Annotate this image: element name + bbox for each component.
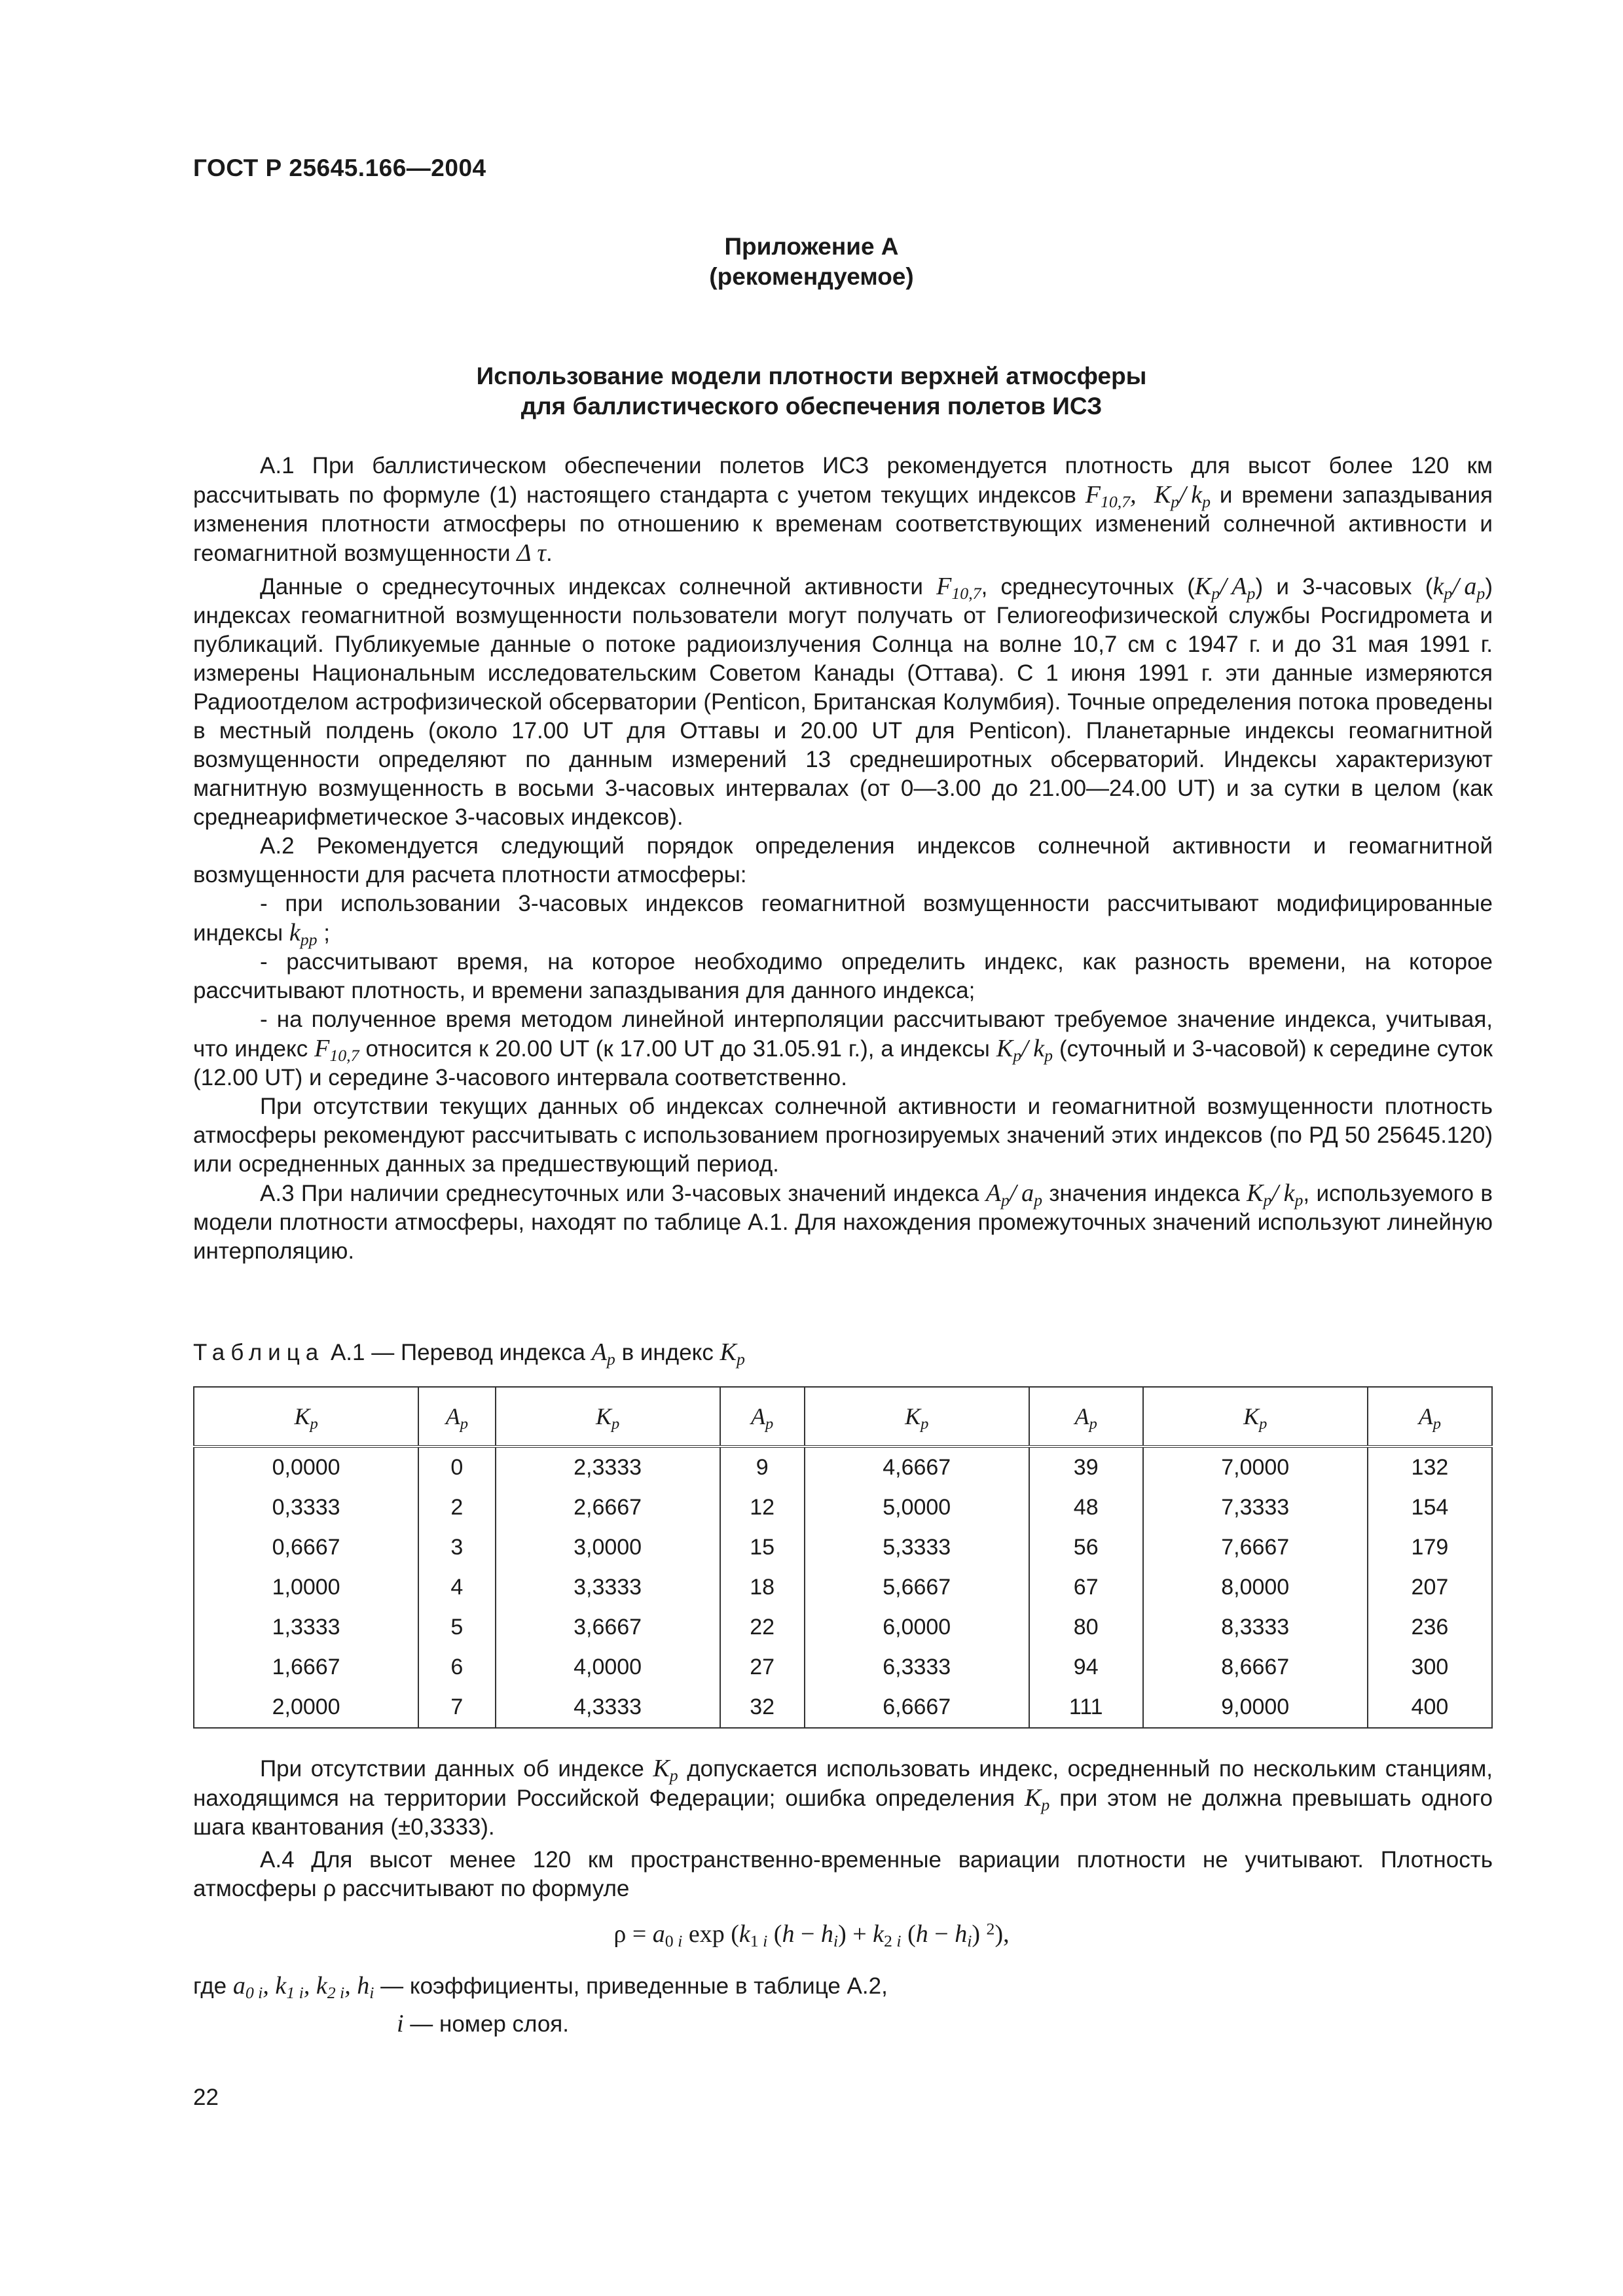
table-cell: 9,0000 (1143, 1687, 1368, 1728)
table-cell: 3,6667 (496, 1607, 720, 1647)
table-cell: 132 (1368, 1446, 1492, 1488)
table-cell: 5,6667 (805, 1568, 1029, 1607)
table-cell: 300 (1368, 1647, 1492, 1687)
table-cell: 2,6667 (496, 1488, 720, 1528)
page-number: 22 (193, 2085, 219, 2110)
list-item-interpolation: - на полученное время методом линейной интерполяции рассчитывают требуемое значение индекса, учитывая, что индекс $F_{10,7}$ относится к 20.00 UT (к 17.00 UT до 31.05.91 г.), а индексы $K_p/$ $k_p$ (суточный и 3-часовой) к середине суток (12.00 UT) и середине 3-часового интервала соответственно. (193, 1007, 1493, 1090)
table-cell: 7,6667 (1143, 1528, 1368, 1568)
table-cell: 7 (418, 1687, 495, 1728)
list-item-time: - рассчитывают время, на которое необходимо определить индекс, как разность времени, на которое рассчитывают плотность, и времени запаздывания для данного индекса; (193, 949, 1493, 1003)
table-cell: 4,0000 (496, 1647, 720, 1687)
table-cell: 0,6667 (194, 1528, 418, 1568)
header-kp: $K_p$ (194, 1387, 418, 1446)
table-cell: 18 (720, 1568, 805, 1607)
table-row (194, 1647, 1492, 1687)
document-code: ГОСТ Р 25645.166—2004 (193, 154, 486, 181)
table-cell: 0,0000 (194, 1446, 418, 1488)
table-cell: 154 (1368, 1488, 1492, 1528)
table-row (194, 1488, 1492, 1528)
table-cell: 39 (1029, 1446, 1143, 1488)
table-cell: 32 (720, 1687, 805, 1728)
appendix-title: Приложение А (724, 233, 899, 260)
table-cell: 8,6667 (1143, 1647, 1368, 1687)
appendix-kind: (рекомендуемое) (709, 263, 914, 290)
section-title-line2: для баллистического обеспечения полетов ИСЗ (520, 393, 1103, 420)
table-cell: 6,0000 (805, 1607, 1029, 1647)
table-cell: 207 (1368, 1568, 1492, 1607)
header-kp: $K_p$ (805, 1387, 1029, 1446)
table-cell: 2,3333 (496, 1446, 720, 1488)
table-cell: 2 (418, 1488, 495, 1528)
table-cell: 3,0000 (496, 1528, 720, 1568)
table-row (194, 1446, 1492, 1488)
table-cell: 67 (1029, 1568, 1143, 1607)
header-ap: $A_p$ (418, 1387, 495, 1446)
paragraph-a3: А.3 При наличии среднесуточных или 3-часовых значений индекса $A_p/$ $a_p$ значения индекса $K_p/$ $k_p$, используемого в модели плотности атмосферы, находят по таблице А.1. Для нахождения промежуточных значений используют линейную интерполяцию. (193, 1179, 1493, 1264)
table-cell: 3 (418, 1528, 495, 1568)
table-cell: 0,3333 (194, 1488, 418, 1528)
table-cell: 3,3333 (496, 1568, 720, 1607)
table-cell: 8,0000 (1143, 1568, 1368, 1607)
header-ap: $A_p$ (720, 1387, 805, 1446)
table-cell: 236 (1368, 1607, 1492, 1647)
header-kp: $K_p$ (1143, 1387, 1368, 1446)
table-cell: 4,3333 (496, 1687, 720, 1728)
table-cell: 179 (1368, 1528, 1492, 1568)
table-cell: 1,3333 (194, 1607, 418, 1647)
table-cell: 56 (1029, 1528, 1143, 1568)
table-caption: Таблица А.1 — Перевод индекса $A_p$ в индекс $K_p$ (193, 1338, 745, 1369)
body-text-bottom (193, 1754, 1493, 1903)
table-cell: 9 (720, 1446, 805, 1488)
table-row (194, 1568, 1492, 1607)
table-header-row (194, 1387, 1492, 1446)
table-cell: 4 (418, 1568, 495, 1607)
table-cell: 7,3333 (1143, 1488, 1368, 1528)
table-cell: 27 (720, 1647, 805, 1687)
table-cell: 7,0000 (1143, 1446, 1368, 1488)
table-cell: 400 (1368, 1687, 1492, 1728)
paragraph-a2: А.2 Рекомендуется следующий порядок определения индексов солнечной активности и геомагнитной возмущенности для расчета плотности атмосферы: (193, 833, 1493, 888)
body-text-top (193, 452, 1493, 1266)
table-cell: 12 (720, 1488, 805, 1528)
paragraph-forecast: При отсутствии текущих данных об индексах солнечной активности и геомагнитной возмущенности плотность атмосферы рекомендуют рассчитывать с использованием прогнозируемых значений этих индексов (по РД 50 25645.120) или осредненных данных за предшествующий период. (193, 1094, 1493, 1177)
where-coefficients: где $a_{0 i}$, $k_{1 i}$, $k_{2 i}$, $h_i$ — коэффициенты, приведенные в таблице А.2, (193, 1972, 888, 2003)
table-cell: 5 (418, 1607, 495, 1647)
table-cell: 48 (1029, 1488, 1143, 1528)
paragraph-a1: А.1 При баллистическом обеспечении полетов ИСЗ рекомендуется плотность для высот более 120 км рассчитывать по формуле (1) настоящего стандарта с учетом текущих индексов $F_{10,7}$, $K_p/$ $k_p$ и времени запаздывания изменения плотности атмосферы по отношению к временам соответствующих изменений солнечной активности и геомагнитной возмущенности Δ τ. (193, 453, 1493, 567)
table-cell: 94 (1029, 1647, 1143, 1687)
table-cell: 8,3333 (1143, 1607, 1368, 1647)
header-ap: $A_p$ (1029, 1387, 1143, 1446)
paragraph-a4: А.4 Для высот менее 120 км пространственно-временные вариации плотности не учитывают. Плотность атмосферы ρ рассчитывают по формуле (193, 1847, 1493, 1901)
paragraph-kp-missing: При отсутствии данных об индексе $K_p$ допускается использовать индекс, осредненный по нескольким станциям, находящимся на территории Российской Федерации; ошибка определения $K_p$ при этом не должна превышать одного шага квантования (±0,3333). (193, 1755, 1493, 1840)
table-cell: 2,0000 (194, 1687, 418, 1728)
table-cell: 5,0000 (805, 1488, 1029, 1528)
table-row (194, 1687, 1492, 1728)
table-cell: 111 (1029, 1687, 1143, 1728)
table-cell: 15 (720, 1528, 805, 1568)
table-row (194, 1607, 1492, 1647)
table-cell: 4,6667 (805, 1446, 1029, 1488)
table-cell: 22 (720, 1607, 805, 1647)
table-cell: 5,3333 (805, 1528, 1029, 1568)
table-cell: 6,6667 (805, 1687, 1029, 1728)
density-formula: $\rho = a_{0 i}$ $\exp (k_{1 i}$ $(h - h_i) + k_{2 i}$ $(h - h_i)$ $^2$), (613, 1919, 1010, 1951)
where-layer-index: i — номер слоя. (397, 2010, 569, 2037)
paragraph-data-sources: Данные о среднесуточных индексах солнечной активности $F_{10,7}$, среднесуточных ($K_p/$ $A_p$) и 3-часовых ($k_p/$ $a_p$) индексах геомагнитной возмущенности пользователи могут получать от Гелиогеофизической службы Росгидромета и публикаций. Публикуемые данные о потоке радиоизлучения Солнца на волне 10,7 см с 1947 г. и до 31 мая 1991 г. измерены Национальным исследовательским Советом Канады (Оттава). С 1 июня 1991 г. эти данные измеряются Радиоотделом астрофизической обсерватории (Penticon, Британская Колумбия). Точные определения потока проведены в местный полдень (около 17.00 UT для Оттавы и 20.00 UT для Penticon). Планетарные индексы геомагнитной возмущенности определяют по данным измерений 13 среднеширотных обсерваторий. Индексы характеризуют магнитную возмущенность в восьми 3-часовых интервалах (от 0—3.00 до 21.00—24.00 UT) и за сутки в целом (как среднеарифметическое 3-часовых индексов). (193, 573, 1493, 830)
table-cell: 0 (418, 1446, 495, 1488)
table-cell: 1,6667 (194, 1647, 418, 1687)
table-row (194, 1528, 1492, 1568)
header-ap: $A_p$ (1368, 1387, 1492, 1446)
header-kp: $K_p$ (496, 1387, 720, 1446)
table-cell: 6,3333 (805, 1647, 1029, 1687)
conversion-table (193, 1386, 1493, 1729)
section-title-line1: Использование модели плотности верхней атмосферы (476, 363, 1147, 389)
table-cell: 1,0000 (194, 1568, 418, 1607)
list-item-modified-indices: - при использовании 3-часовых индексов геомагнитной возмущенности рассчитывают модифицированные индексы $k_{pp}$ ; (193, 891, 1493, 950)
table-cell: 80 (1029, 1607, 1143, 1647)
table-cell: 6 (418, 1647, 495, 1687)
